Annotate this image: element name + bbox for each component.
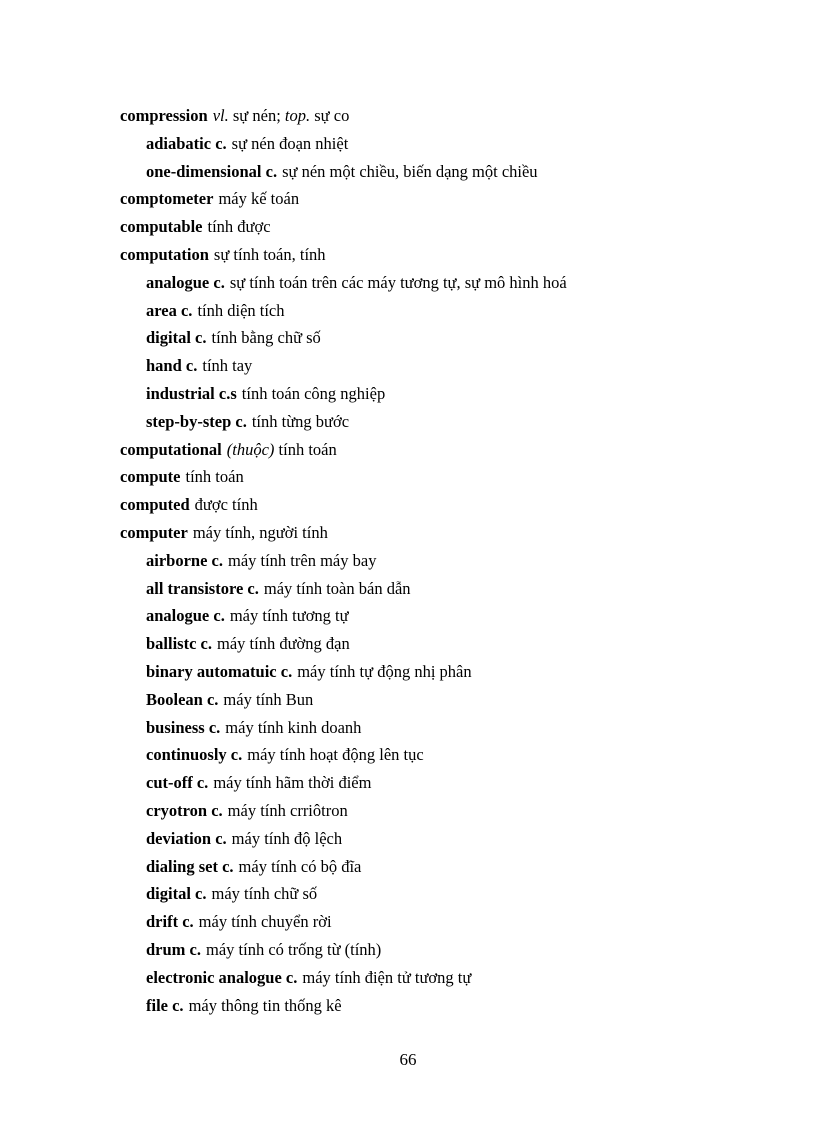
dictionary-entries [120, 102, 760, 1019]
sub-entry [120, 575, 760, 603]
entry-definition: máy tính kinh doanh [225, 717, 362, 737]
sub-entry [120, 992, 760, 1020]
headword-entry [120, 213, 760, 241]
sub-entry [120, 547, 760, 575]
headword-entry [120, 519, 760, 547]
entry-definition: máy tính trên máy bay [227, 550, 377, 570]
entry-term: one-dimensional c. [146, 161, 278, 181]
sub-entry [120, 269, 760, 297]
entry-term: drum c. [146, 939, 201, 959]
entry-term: industrial c.s [146, 383, 237, 403]
entry-term: area c. [146, 300, 193, 320]
entry-term: digital c. [146, 884, 207, 904]
sub-entry [120, 741, 760, 769]
page-number: 66 [399, 1050, 417, 1069]
entry-definition: máy tính độ lệch [231, 828, 343, 848]
entry-definition: máy tính hãm thời điểm [213, 773, 372, 793]
entry-term: ballistc c. [146, 634, 212, 654]
sub-entry [120, 352, 760, 380]
entry-definition: máy tính chuyển rời [198, 912, 332, 932]
entry-term: computable [120, 217, 203, 237]
sub-entry [120, 936, 760, 964]
sub-entry [120, 964, 760, 992]
sub-entry [120, 130, 760, 158]
entry-definition: máy tính tương tự [229, 606, 349, 626]
entry-term: digital c. [146, 328, 207, 348]
entry-definition: tính toán công nghiệp [241, 383, 386, 403]
sub-entry [120, 714, 760, 742]
entry-term: continuosly c. [146, 745, 243, 765]
entry-term: file c. [146, 995, 184, 1015]
entry-term: dialing set c. [146, 856, 234, 876]
entry-definition: tính toán [185, 467, 244, 487]
entry-term: airborne c. [146, 550, 223, 570]
sub-entry [120, 825, 760, 853]
headword-entry [120, 241, 760, 269]
entry-definition: máy tính có trống từ (tính) [206, 939, 382, 959]
entry-definition: tính toán [274, 439, 337, 459]
entry-definition: tính được [207, 217, 271, 237]
entry-definition: sự nén; [228, 106, 285, 125]
entry-term: compression [120, 106, 208, 125]
sub-entry [120, 686, 760, 714]
entry-definition: tính tay [202, 356, 253, 376]
sub-entry [120, 658, 760, 686]
headword-entry [120, 436, 760, 464]
entry-definition: sự tính toán trên các máy tương tự, sự mô hình hoá [229, 272, 567, 292]
entry-definition: sự nén đoạn nhiệt [231, 133, 349, 153]
entry-term: computational [120, 439, 222, 459]
entry-term: business c. [146, 717, 221, 737]
entry-definition: máy tính Bun [223, 689, 314, 709]
entry-definition: máy thông tin thống kê [188, 995, 342, 1015]
entry-term: Boolean c. [146, 689, 219, 709]
headword-entry [120, 102, 760, 130]
entry-term: comptometer [120, 189, 214, 209]
sub-entry [120, 769, 760, 797]
entry-definition: được tính [194, 495, 258, 515]
entry-definition: máy tính tự động nhị phân [297, 661, 472, 681]
entry-term: binary automatuic c. [146, 661, 293, 681]
entry-term: analogue c. [146, 606, 225, 626]
headword-entry [120, 463, 760, 491]
sub-entry [120, 408, 760, 436]
entry-term: cryotron c. [146, 800, 223, 820]
entry-definition: máy tính toàn bán dẫn [263, 578, 411, 598]
entry-definition: máy tính crriôtron [227, 800, 348, 820]
entry-definition: tính từng bước [251, 411, 350, 431]
entry-definition: sự co [310, 106, 350, 125]
entry-definition: tính bằng chữ số [211, 328, 321, 348]
sub-entry [120, 797, 760, 825]
entry-definition: máy tính chữ số [211, 884, 318, 904]
sub-entry [120, 602, 760, 630]
entry-term: analogue c. [146, 272, 225, 292]
sub-entry [120, 380, 760, 408]
entry-definition: máy kế toán [218, 189, 300, 209]
entry-definition: máy tính đường đạn [217, 634, 350, 654]
entry-term: electronic analogue c. [146, 967, 298, 987]
entry-term: step-by-step c. [146, 411, 247, 431]
entry-term: computation [120, 244, 209, 264]
entry-term: compute [120, 467, 181, 487]
entry-term: hand c. [146, 356, 198, 376]
entry-term: deviation c. [146, 828, 227, 848]
entry-term: computer [120, 522, 188, 542]
entry-label-italic: (thuộc) [226, 439, 275, 459]
entry-definition: máy tính điện tử tương tự [302, 967, 472, 987]
sub-entry [120, 880, 760, 908]
entry-term: cut-off c. [146, 773, 209, 793]
entry-definition: sự tính toán, tính [213, 244, 326, 264]
entry-definition: máy tính hoạt động lên tục [247, 745, 424, 765]
sub-entry [120, 158, 760, 186]
sub-entry [120, 908, 760, 936]
entry-label-italic: vl. [212, 106, 229, 125]
headword-entry [120, 491, 760, 519]
sub-entry [120, 297, 760, 325]
sub-entry [120, 324, 760, 352]
entry-term: all transistore c. [146, 578, 259, 598]
entry-definition: máy tính, người tính [192, 522, 328, 542]
sub-entry [120, 630, 760, 658]
entry-definition: tính diện tích [197, 300, 285, 320]
headword-entry [120, 185, 760, 213]
entry-definition: sự nén một chiều, biến dạng một chiều [282, 161, 538, 181]
entry-label-italic: top. [284, 106, 311, 125]
entry-term: computed [120, 495, 190, 515]
sub-entry [120, 853, 760, 881]
entry-term: adiabatic c. [146, 133, 227, 153]
entry-term: drift c. [146, 912, 194, 932]
entry-definition: máy tính có bộ đĩa [238, 856, 362, 876]
